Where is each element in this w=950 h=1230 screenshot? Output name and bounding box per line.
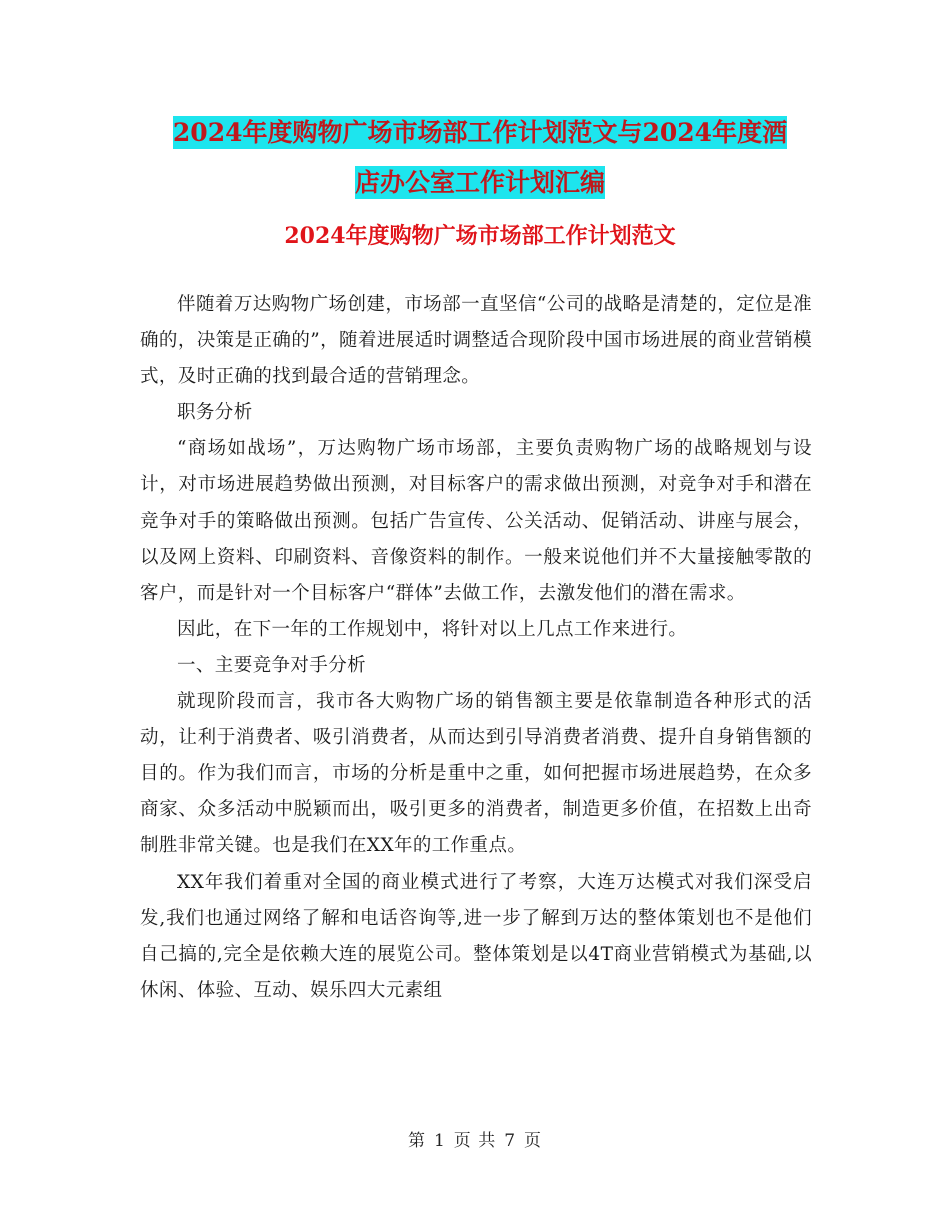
heading-competitor-analysis: 一、主要竞争对手分析 xyxy=(177,654,367,676)
heading-job-analysis: 职务分析 xyxy=(177,402,253,424)
paragraph-business-model: XX年我们着重对全国的商业模式进行了考察，大连万达模式对我们深受启发,我们也通过网络了解和电话咨询等,进一步了解到万达的整体策划也不是他们自己搞的,完全是依赖大连的展览公司。整体策划是以4T商业营销模式为基础,以休闲、体验、互动、娱乐四大元素组 xyxy=(140,871,812,1001)
footer-suffix: 页 xyxy=(524,1131,543,1151)
paragraph-competitor-analysis: 就现阶段而言，我市各大购物广场的销售额主要是依靠制造各种形式的活动，让利于消费者、吸引消费者，从而达到引导消费者消费、提升自身销售额的目的。作为我们而言，市场的分析是重中之重，如何把握市场进展趋势，在众多商家、众多活动中脱颖而出，吸引更多的消费者，制造更多价值，在招数上出奇制胜非常关键。也是我们在XX年的工作重点。 xyxy=(140,691,812,857)
page-footer xyxy=(0,1126,950,1151)
paragraph-plan: 因此，在下一年的工作规划中，将针对以上几点工作来进行。 xyxy=(177,618,688,640)
document-body xyxy=(140,287,812,1009)
footer-middle: 页 共 xyxy=(453,1131,497,1151)
title-line-2: 店办公室工作计划汇编 xyxy=(354,168,605,197)
title-line-1: 2024年度购物广场市场部工作计划范文与2024年度酒 xyxy=(172,118,788,147)
footer-total-pages: 7 xyxy=(504,1131,517,1151)
paragraph-job-analysis: “商场如战场”，万达购物广场市场部，主要负责购物广场的战略规划与设计，对市场进展趋势做出预测，对目标客户的需求做出预测，对竞争对手和潜在竞争对手的策略做出预测。包括广告宣传、公关活动、促销活动、讲座与展会，以及网上资料、印刷资料、音像资料的制作。一般来说他们并不大量接触零散的客户，而是针对一个目标客户“群体”去做工作，去激发他们的潜在需求。 xyxy=(140,438,812,604)
section-title: 2024年度购物广场市场部工作计划范文 xyxy=(284,223,676,249)
footer-current-page: 1 xyxy=(433,1131,446,1151)
footer-prefix: 第 xyxy=(407,1131,426,1151)
paragraph-intro: 伴随着万达购物广场创建，市场部一直坚信“公司的战略是清楚的，定位是准确的，决策是正确的”，随着进展适时调整适合现阶段中国市场进展的商业营销模式，及时正确的找到最合适的营销理念。 xyxy=(140,294,812,388)
document-title xyxy=(140,108,820,208)
